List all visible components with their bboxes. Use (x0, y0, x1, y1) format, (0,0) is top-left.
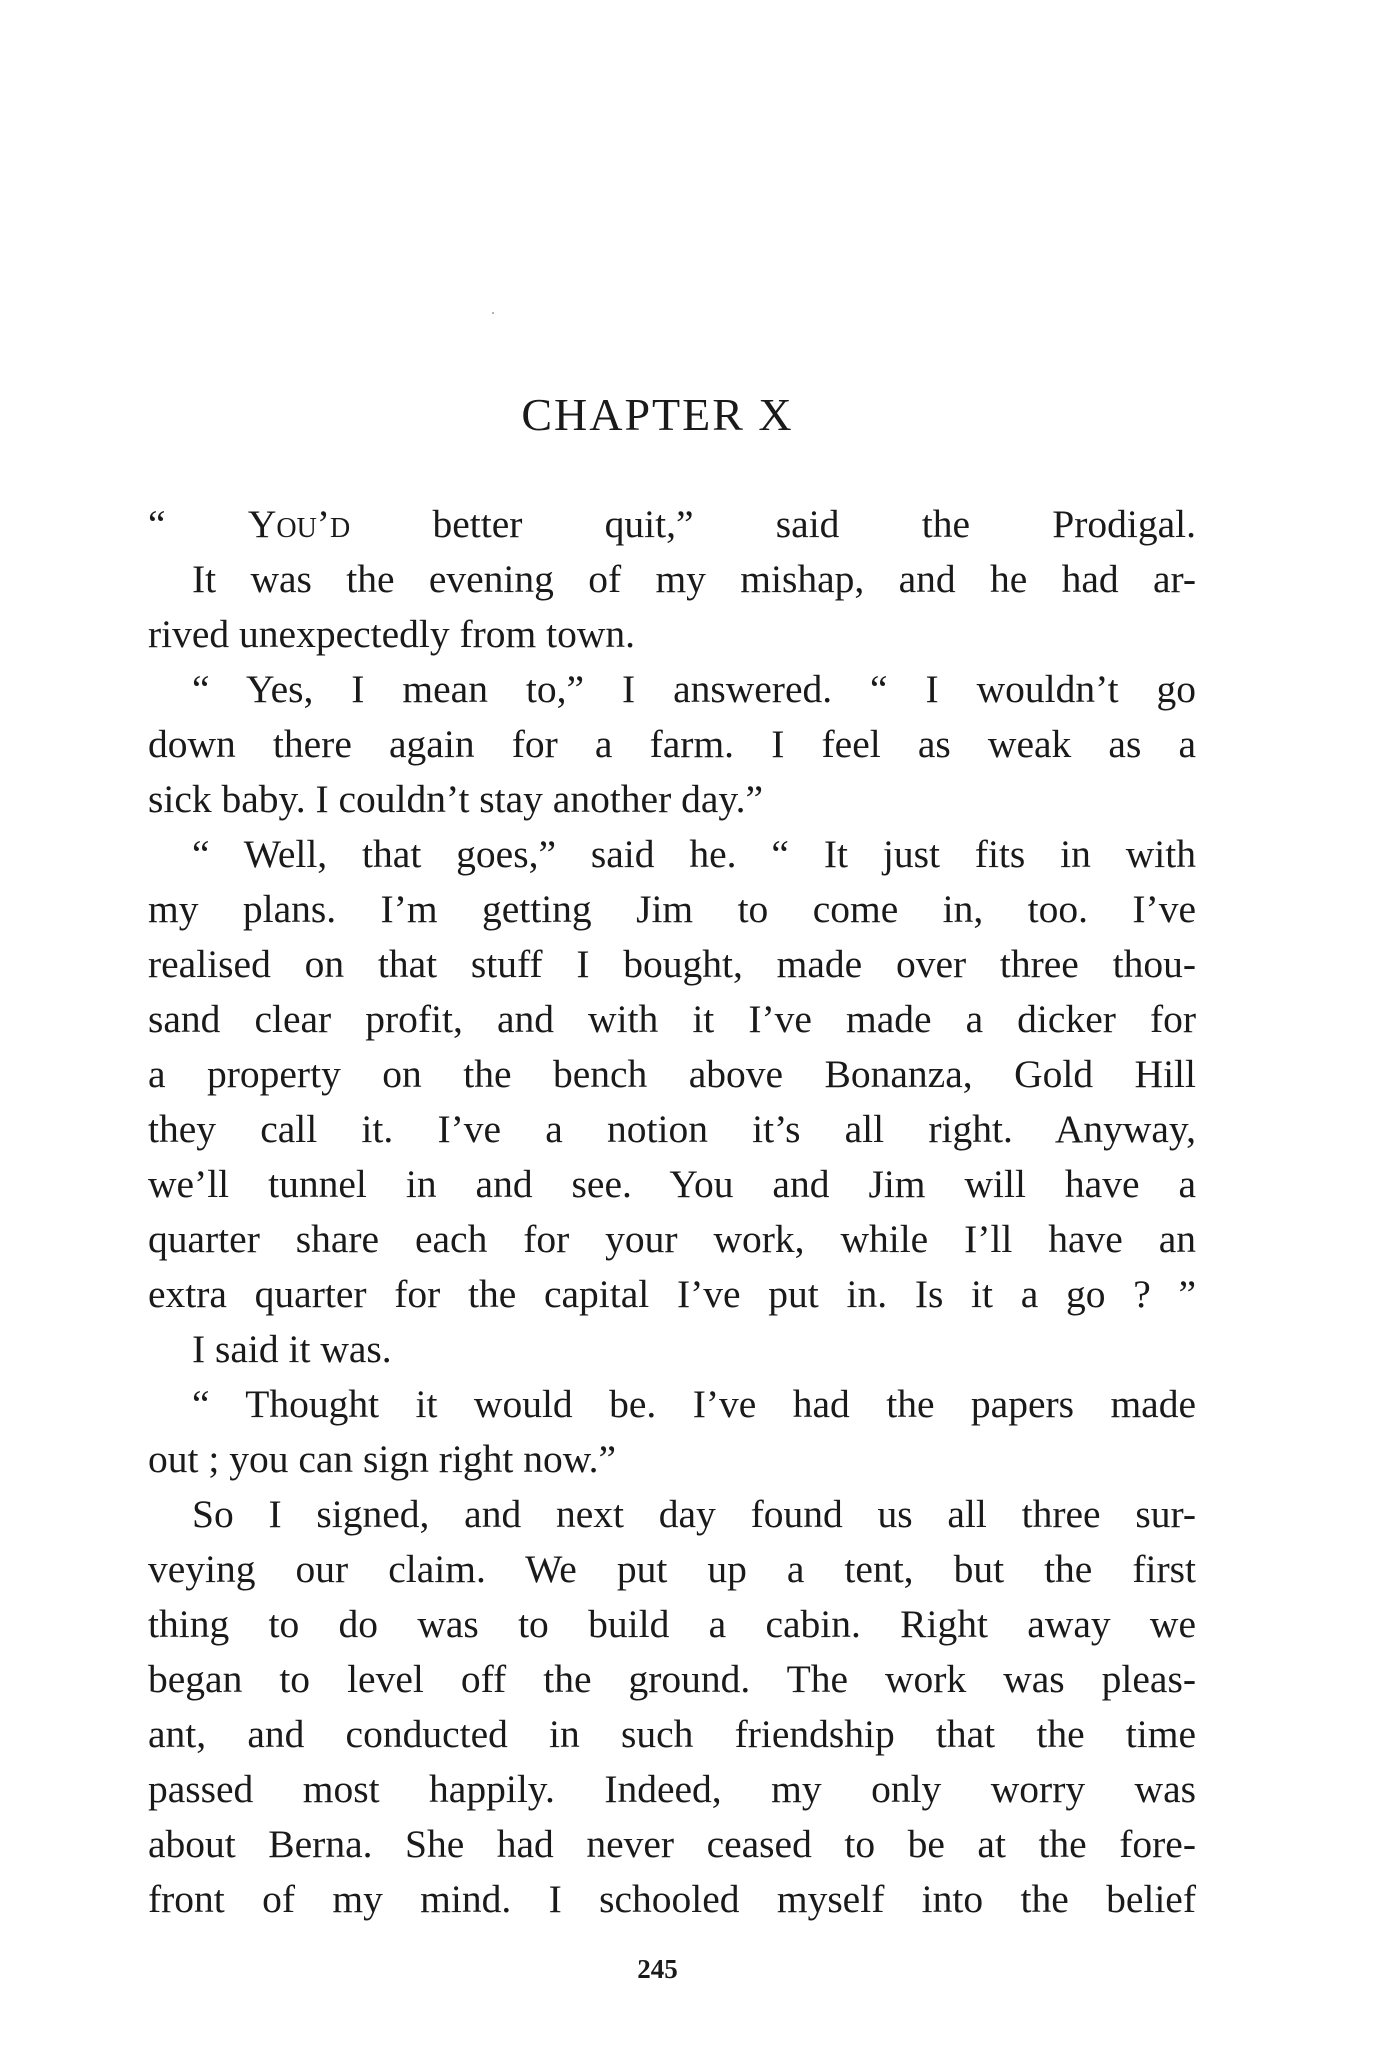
text-line-9: realised on that stuff I bought, made over three thou- (148, 942, 1196, 986)
text-line-22: began to level off the ground. The work was pleas- (148, 1657, 1196, 1701)
text-line-2: It was the evening of my mishap, and he had ar- (192, 557, 1196, 601)
text-line-8: my plans. I’m getting Jim to come in, too. I’ve (148, 887, 1196, 931)
text-line-16: I said it was. (192, 1327, 392, 1371)
opening-quote: “ (148, 502, 248, 546)
text-line-10: sand clear profit, and with it I’ve made a dicker for (148, 997, 1196, 1041)
page-number: 245 (637, 1954, 678, 1984)
text-line-24: passed most happily. Indeed, my only worry was (148, 1767, 1196, 1811)
text-line-20: veying our claim. We put up a tent, but the first (148, 1547, 1196, 1591)
text-line-3: rived unexpectedly from town. (148, 612, 636, 656)
text-line-26: front of my mind. I schooled myself into the belief (148, 1877, 1196, 1921)
chapter-heading: CHAPTER X (521, 389, 794, 440)
text-line-4: “ Yes, I mean to,” I answered. “ I wouldn’t go (192, 667, 1196, 711)
text-line-21: thing to do was to build a cabin. Right away we (148, 1602, 1196, 1646)
text-line-12: they call it. I’ve a notion it’s all right. Anyway, (148, 1107, 1196, 1151)
text-line-18: out ; you can sign right now.” (148, 1437, 617, 1481)
text-line-17: “ Thought it would be. I’ve had the papers made (192, 1382, 1196, 1426)
text-line-25: about Berna. She had never ceased to be at the fore- (148, 1822, 1196, 1866)
text-line-19: So I signed, and next day found us all three sur- (192, 1492, 1196, 1536)
text-line-5: down there again for a farm. I feel as weak as a (148, 722, 1196, 766)
text-line-15: extra quarter for the capital I’ve put in. Is it a go ? ” (148, 1272, 1196, 1316)
text-line-7: “ Well, that goes,” said he. “ It just fits in with (192, 832, 1196, 876)
text-line-14: quarter share each for your work, while I’ll have an (148, 1217, 1196, 1261)
text-line-11: a property on the bench above Bonanza, Gold Hill (148, 1052, 1196, 1096)
paper-speck (492, 312, 494, 314)
text-line-1 (148, 497, 1196, 552)
text-line-13: we’ll tunnel in and see. You and Jim will have a (148, 1162, 1196, 1206)
opening-line-text: better quit,” said the Prodigal. (350, 502, 1196, 546)
text-line-6: sick baby. I couldn’t stay another day.” (148, 777, 763, 821)
chapter-body-text (148, 497, 1196, 1927)
text-line-23: ant, and conducted in such friendship that the time (148, 1712, 1196, 1756)
opening-small-caps-word: You’d (247, 502, 351, 546)
